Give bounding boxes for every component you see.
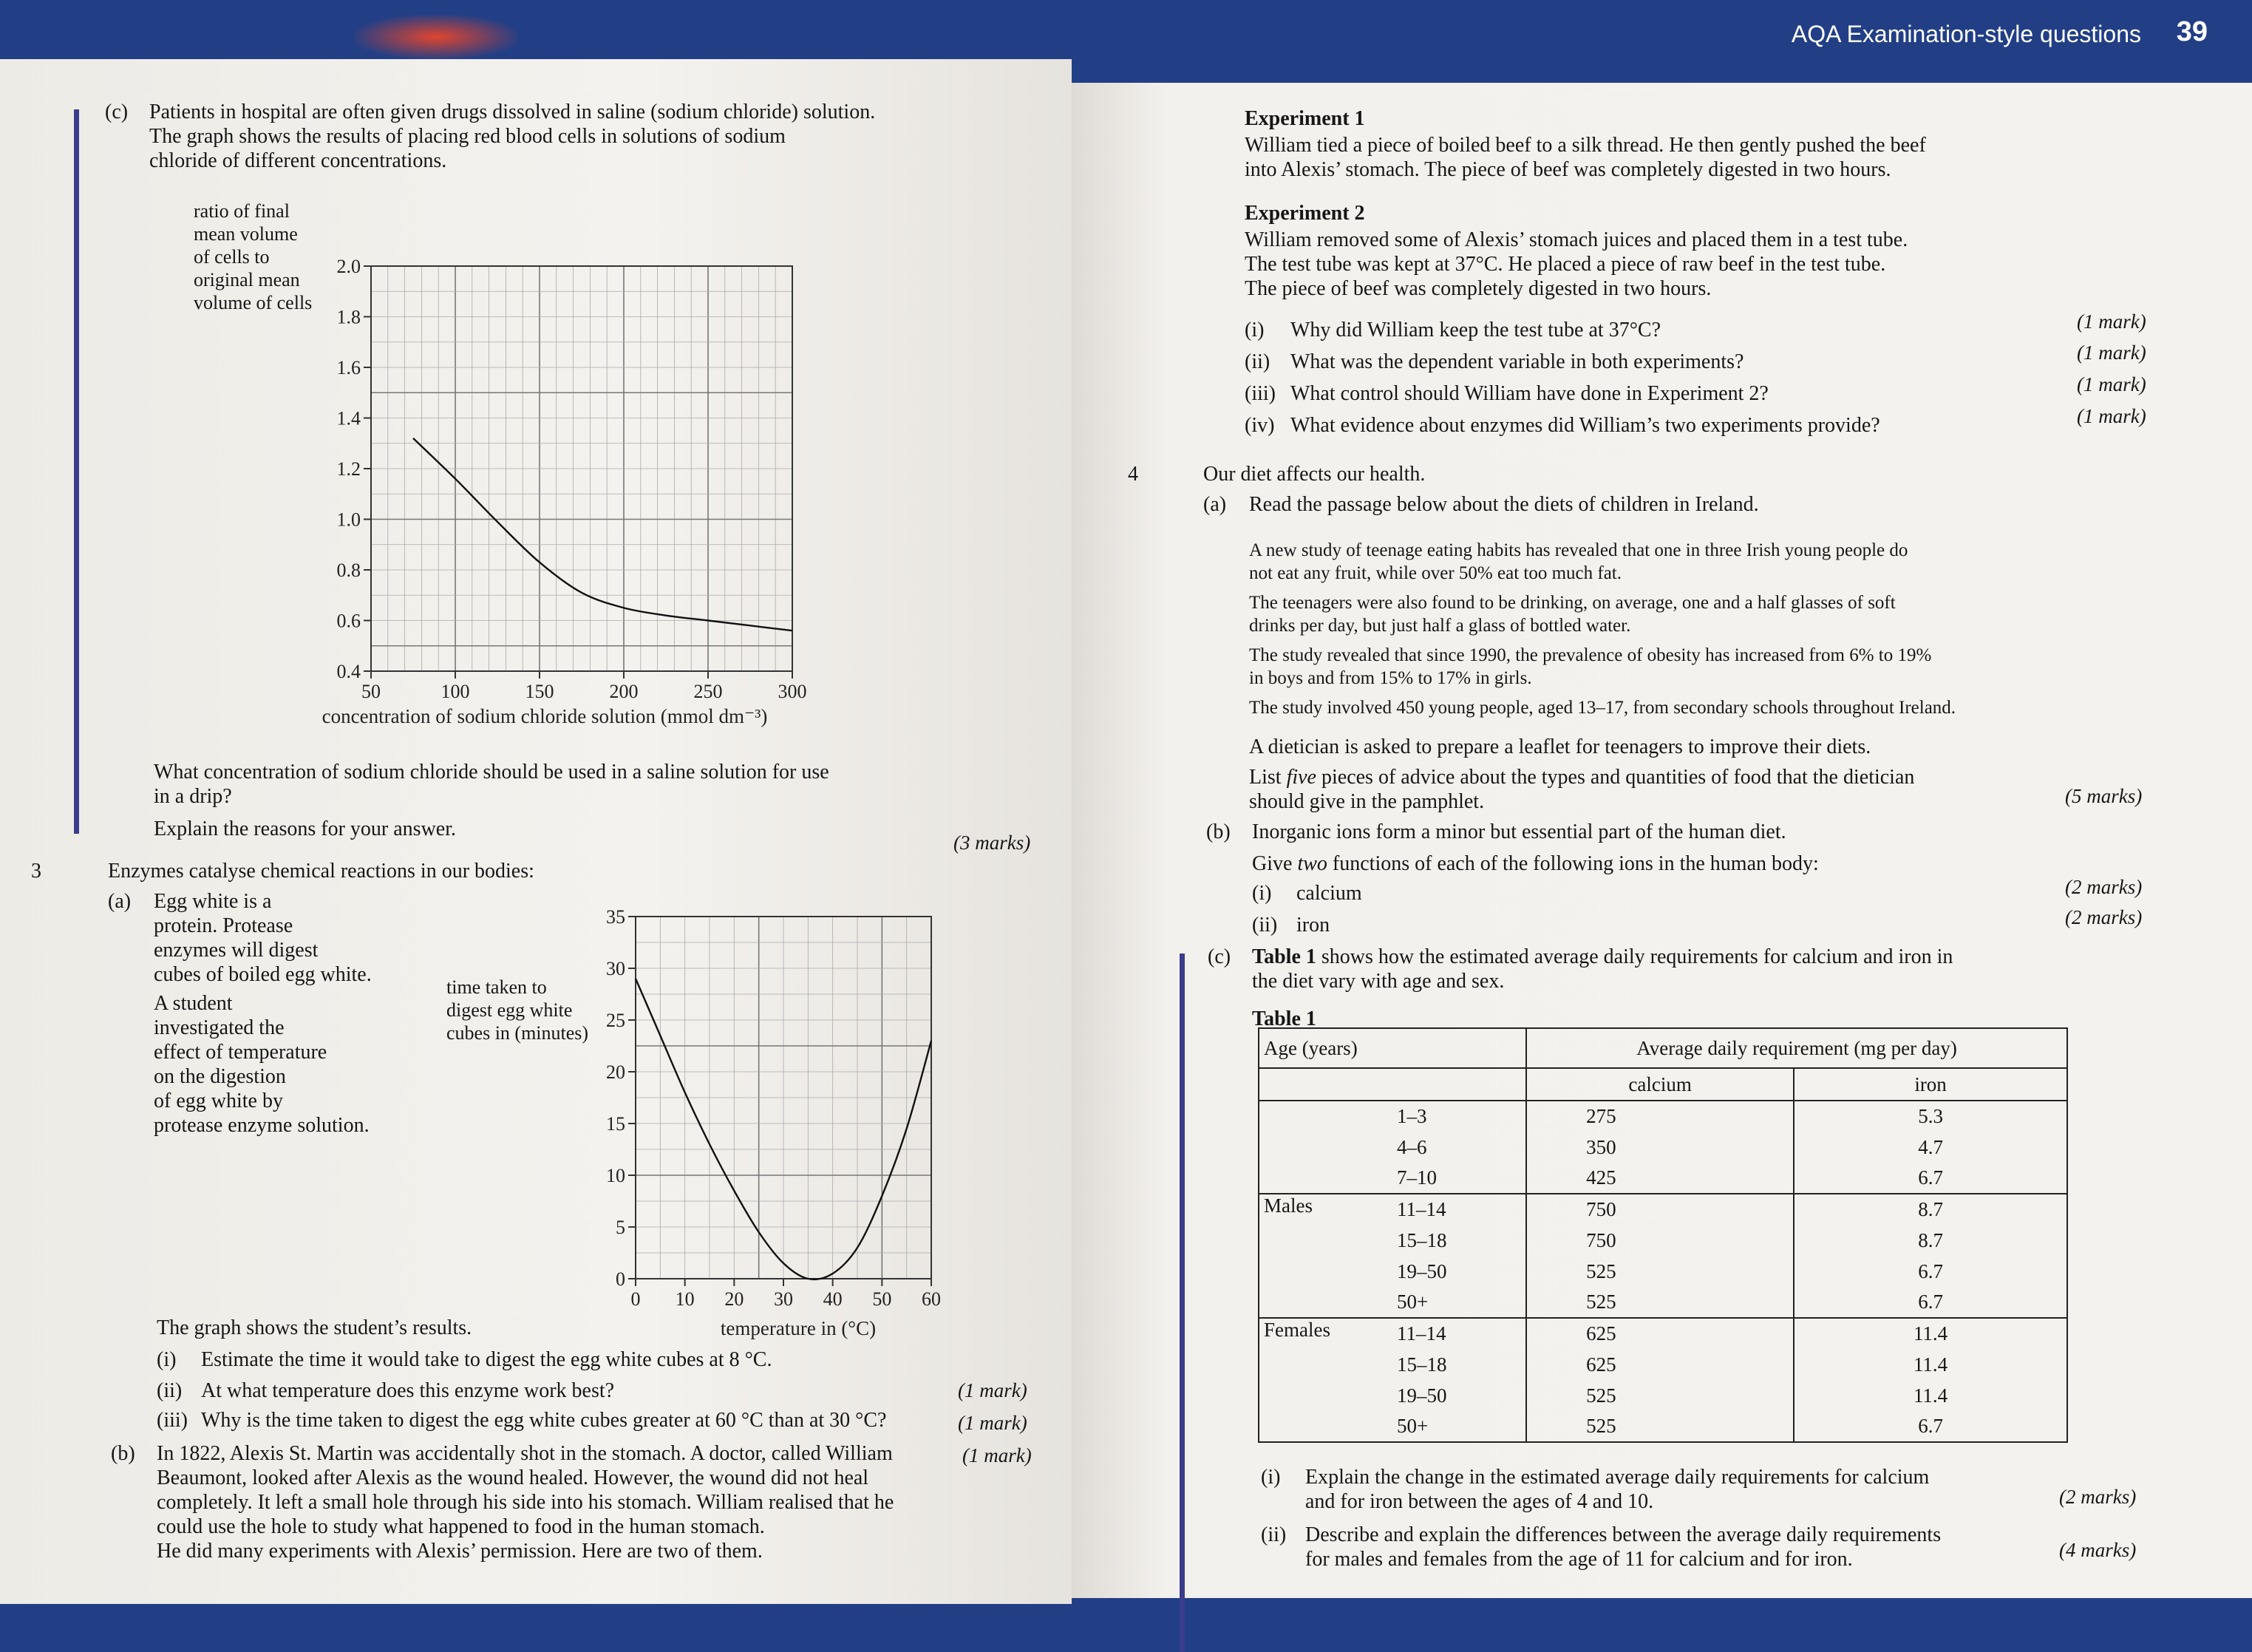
y-tick-label: 15 (606, 1113, 625, 1135)
x-axis-label: concentration of sodium chloride solution (mmol dm⁻³) (322, 705, 768, 727)
chart-2 (591, 843, 1005, 1345)
q3b-text (157, 1441, 894, 1563)
q4a-list-pre: List (1249, 766, 1287, 789)
x-tick-label: 50 (361, 681, 381, 702)
x-tick-label: 40 (823, 1288, 843, 1310)
q4b-ii-text: iron (1296, 913, 1330, 937)
experiment-2-line-2: The test tube was kept at 37°C. He placed a piece of raw beef in the test tube. (1245, 252, 1885, 276)
q4b-give-line (1252, 852, 1819, 876)
y-tick-label: 5 (616, 1217, 625, 1238)
exp-q-i-text: Why did William keep the test tube at 37°C? (1290, 318, 1661, 342)
group-label: Males (1264, 1194, 1313, 1217)
q4b-ii-marks: (2 marks) (2065, 906, 2142, 929)
header-title: AQA Examination-style questions (1792, 21, 2141, 48)
exp-q-iii-label: (iii) (1245, 381, 1276, 406)
exp-q-ii-marks: (1 mark) (2077, 341, 2146, 364)
age-cell (1392, 1194, 1526, 1225)
y-tick-label: 1.2 (337, 458, 361, 480)
margin-bar (1180, 954, 1185, 1652)
iron-cell (1794, 1349, 2067, 1380)
y-tick-label: 25 (606, 1010, 625, 1031)
age-header: Age (years) (1264, 1037, 1358, 1059)
experiment-1-title: Experiment 1 (1245, 106, 1365, 131)
age-cell (1392, 1318, 1526, 1349)
q4c-i-label: (i) (1261, 1465, 1280, 1489)
q2c-line-2: The graph shows the results of placing red blood cells in solutions of sodium (149, 124, 786, 149)
q3-sub-i-marks: (1 mark) (958, 1379, 1027, 1402)
group-label-cell (1259, 1132, 1392, 1163)
exp-q-iv-marks: (1 mark) (2077, 405, 2146, 428)
q3-sub-ii-label: (ii) (157, 1379, 182, 1403)
exp-q-i-label: (i) (1245, 318, 1264, 342)
experiment-1-line-1: William tied a piece of boiled beef to a silk thread. He then gently pushed the beef (1245, 133, 1926, 157)
calcium-cell (1526, 1256, 1794, 1287)
group-label-cell (1259, 1163, 1392, 1194)
q4c-table-ref: Table 1 (1252, 945, 1316, 968)
age-cell (1392, 1225, 1526, 1256)
y-tick-label: 1.4 (337, 408, 361, 429)
q3b-label: (b) (111, 1441, 135, 1466)
age-value: 50+ (1397, 1415, 1428, 1437)
q4a-list-line-2: should give in the pamphlet. (1249, 789, 1484, 814)
q2c-line-3: chloride of different concentrations. (149, 149, 446, 173)
q4a-list-post: pieces of advice about the types and quantities of food that the dietician (1316, 766, 1914, 789)
q3-intro: Enzymes catalyse chemical reactions in our bodies: (108, 859, 534, 883)
passage-line: The study revealed that since 1990, the prevalence of obesity has increased from 6% to 19% (1249, 644, 1931, 667)
age-value: 15–18 (1397, 1353, 1447, 1376)
experiment-2-line-1: William removed some of Alexis’ stomach juices and placed them in a test tube. (1245, 228, 1908, 252)
calcium-value: 525 (1586, 1291, 1616, 1313)
q4b-ii-label: (ii) (1252, 913, 1277, 937)
calcium-header-cell (1526, 1068, 1794, 1101)
q3a-label: (a) (108, 889, 131, 914)
iron-value: 6.7 (1918, 1260, 1943, 1282)
x-tick-label: 20 (724, 1288, 744, 1310)
header-decoration (355, 15, 517, 59)
q3-sub-iii-marks: (1 mark) (962, 1444, 1032, 1467)
calcium-cell (1526, 1287, 1794, 1318)
y-tick-label: 0.4 (337, 661, 361, 682)
chart-2-ylabel (446, 976, 588, 1044)
passage-line: The teenagers were also found to be drinking, on average, one and a half glasses of soft (1249, 591, 1896, 614)
x-tick-label: 60 (922, 1288, 941, 1310)
q4c-ii-label: (ii) (1261, 1523, 1286, 1547)
exp-q-iii-text: What control should William have done in Experiment 2? (1290, 381, 1769, 406)
requirements-table (1258, 1027, 2068, 1443)
q4c-ii-marks: (4 marks) (2059, 1539, 2136, 1562)
passage-line: in boys and from 15% to 17% in girls. (1249, 667, 1532, 690)
calcium-value: 750 (1586, 1229, 1616, 1251)
q2c-question-2: in a drip? (154, 784, 232, 809)
q4b-i-label: (i) (1252, 881, 1271, 905)
x-tick-label: 150 (525, 681, 554, 702)
iron-value: 6.7 (1918, 1291, 1943, 1313)
y-tick-label: 30 (606, 958, 625, 979)
calcium-value: 425 (1586, 1166, 1616, 1189)
calcium-cell (1526, 1194, 1794, 1225)
chart-2-ylabel-line: digest egg white (446, 999, 588, 1022)
age-header-cell (1259, 1028, 1526, 1068)
x-axis-label: temperature in (°C) (721, 1317, 876, 1339)
group-label-cell (1259, 1287, 1392, 1318)
iron-value: 8.7 (1918, 1229, 1943, 1251)
q4b-give-em: two (1297, 852, 1327, 875)
q3a-line: A student (154, 991, 372, 1016)
q3-number: 3 (31, 859, 41, 883)
exp-q-iv-text: What evidence about enzymes did William’s two experiments provide? (1290, 413, 1880, 438)
q3-sub-ii-marks: (1 mark) (958, 1412, 1027, 1435)
q3-graph-caption: The graph shows the student’s results. (157, 1316, 472, 1340)
y-tick-label: 1.8 (337, 307, 361, 328)
calcium-value: 350 (1586, 1136, 1616, 1158)
age-value: 15–18 (1397, 1229, 1447, 1251)
chart-1-ylabel-line: ratio of final (194, 200, 312, 222)
age-cell (1392, 1101, 1526, 1132)
exp-q-i-marks: (1 mark) (2077, 310, 2146, 333)
calcium-cell (1526, 1101, 1794, 1132)
chart-1-ylabel-line: mean volume (194, 222, 312, 245)
y-tick-label: 35 (606, 906, 625, 928)
q4b-i-marks: (2 marks) (2065, 876, 2142, 899)
iron-header: iron (1914, 1073, 1947, 1095)
q4c-line-1 (1252, 945, 1953, 969)
q2c-explain: Explain the reasons for your answer. (154, 817, 456, 841)
group-label-cell (1259, 1194, 1392, 1225)
q4b-text: Inorganic ions form a minor but essential part of the human diet. (1252, 820, 1786, 844)
x-tick-label: 100 (441, 681, 470, 702)
exp-q-iv-label: (iv) (1245, 413, 1274, 438)
q3a-line: enzymes will digest (154, 938, 372, 962)
age-cell (1392, 1411, 1526, 1442)
q4-number: 4 (1128, 462, 1138, 486)
x-tick-label: 200 (610, 681, 639, 702)
q3-sub-iii-label: (iii) (157, 1408, 188, 1432)
q3a-line: Egg white is a (154, 889, 372, 914)
calcium-cell (1526, 1132, 1794, 1163)
group-label-cell (1259, 1101, 1392, 1132)
q4a-dietician: A dietician is asked to prepare a leaflet for teenagers to improve their diets. (1249, 735, 1871, 759)
left-page (0, 59, 1072, 1604)
calcium-cell (1526, 1349, 1794, 1380)
q3b-line: Beaumont, looked after Alexis as the wound healed. However, the wound did not heal (157, 1466, 894, 1490)
q3a-text (154, 889, 372, 1138)
q3-sub-iii-text: Why is the time taken to digest the egg white cubes greater at 60 °C than at 30 °C? (201, 1408, 886, 1432)
age-value: 19–50 (1397, 1260, 1447, 1282)
x-tick-label: 0 (631, 1288, 641, 1310)
q4c-ii-line-2: for males and females from the age of 11 for calcium and for iron. (1305, 1547, 1853, 1571)
x-tick-label: 250 (694, 681, 723, 702)
q4-intro: Our diet affects our health. (1203, 462, 1425, 486)
iron-value: 6.7 (1918, 1415, 1943, 1437)
q4a-text: Read the passage below about the diets of children in Ireland. (1249, 492, 1759, 517)
q3-sub-i-text: Estimate the time it would take to digest the egg white cubes at 8 °C. (201, 1347, 772, 1372)
q3b-line: In 1822, Alexis St. Martin was accidentally shot in the stomach. A doctor, called William (157, 1441, 894, 1466)
q3a-line: protease enzyme solution. (154, 1113, 372, 1138)
exp-q-ii-label: (ii) (1245, 350, 1270, 374)
x-tick-label: 30 (774, 1288, 793, 1310)
calcium-cell (1526, 1411, 1794, 1442)
group-label-cell (1259, 1380, 1392, 1411)
q4c-label: (c) (1208, 945, 1231, 969)
chart-1 (318, 192, 894, 754)
x-tick-label: 300 (778, 681, 807, 702)
calcium-header: calcium (1628, 1073, 1691, 1095)
calcium-cell (1526, 1225, 1794, 1256)
calcium-value: 625 (1586, 1322, 1616, 1345)
group-label-cell (1259, 1256, 1392, 1287)
iron-value: 8.7 (1918, 1198, 1943, 1220)
iron-value: 11.4 (1913, 1384, 1947, 1407)
age-value: 1–3 (1397, 1105, 1427, 1127)
iron-cell (1794, 1256, 2067, 1287)
age-value: 11–14 (1397, 1198, 1446, 1220)
q3a-line: of egg white by (154, 1089, 372, 1113)
calcium-cell (1526, 1380, 1794, 1411)
experiment-2-title: Experiment 2 (1245, 201, 1365, 225)
iron-cell (1794, 1225, 2067, 1256)
iron-header-cell (1794, 1068, 2067, 1101)
experiment-2-line-3: The piece of beef was completely digested in two hours. (1245, 276, 1711, 301)
q4b-give-pre: Give (1252, 852, 1297, 875)
calcium-value: 275 (1586, 1105, 1616, 1127)
q4c-i-marks: (2 marks) (2059, 1486, 2136, 1509)
q3b-line: could use the hole to study what happened to food in the human stomach. (157, 1515, 894, 1539)
exp-q-ii-text: What was the dependent variable in both experiments? (1290, 350, 1744, 374)
q4b-i-text: calcium (1296, 881, 1362, 905)
calcium-value: 625 (1586, 1353, 1616, 1376)
age-cell (1392, 1380, 1526, 1411)
passage-line: drinks per day, but just half a glass of bottled water. (1249, 614, 1630, 637)
y-tick-label: 10 (606, 1165, 625, 1186)
page-number: 39 (2177, 16, 2208, 48)
iron-cell (1794, 1194, 2067, 1225)
calcium-value: 525 (1586, 1384, 1616, 1407)
q3b-line: He did many experiments with Alexis’ permission. Here are two of them. (157, 1539, 894, 1563)
iron-value: 11.4 (1913, 1322, 1947, 1345)
passage-line: not eat any fruit, while over 50% eat too much fat. (1249, 562, 1622, 585)
chart-1-ylabel-line: volume of cells (194, 291, 312, 314)
group-label-cell (1259, 1349, 1392, 1380)
age-value: 50+ (1397, 1291, 1428, 1313)
x-tick-label: 10 (676, 1288, 695, 1310)
q4b-give-post: functions of each of the following ions in the human body: (1327, 852, 1819, 875)
y-tick-label: 20 (606, 1061, 625, 1083)
q3a-line: on the digestion (154, 1064, 372, 1089)
iron-value: 6.7 (1918, 1166, 1943, 1189)
right-page (1072, 83, 2252, 1598)
chart-1-ylabel-line: of cells to (194, 245, 312, 268)
chart-1-ylabel-line: original mean (194, 268, 312, 291)
age-value: 19–50 (1397, 1384, 1447, 1407)
q4a-marks: (5 marks) (2065, 785, 2142, 808)
exp-q-iii-marks: (1 mark) (2077, 373, 2146, 396)
age-value: 4–6 (1397, 1136, 1427, 1158)
y-tick-label: 0 (616, 1268, 625, 1290)
iron-cell (1794, 1101, 2067, 1132)
q3a-line: investigated the (154, 1016, 372, 1040)
iron-cell (1794, 1163, 2067, 1194)
group-label-cell (1259, 1318, 1392, 1349)
iron-cell (1794, 1411, 2067, 1442)
q3a-line: cubes of boiled egg white. (154, 962, 372, 987)
age-cell (1392, 1349, 1526, 1380)
x-tick-label: 50 (872, 1288, 891, 1310)
q2c-line-1: Patients in hospital are often given drugs dissolved in saline (sodium chloride) solution. (149, 100, 875, 124)
table-caption: Table 1 (1252, 1007, 1316, 1031)
q4a-list-line (1249, 765, 1914, 789)
iron-cell (1794, 1132, 2067, 1163)
passage-line: A new study of teenage eating habits has revealed that one in three Irish young people do (1249, 539, 1908, 562)
iron-value: 4.7 (1918, 1136, 1943, 1158)
y-tick-label: 0.6 (337, 611, 361, 632)
group-label: Females (1264, 1319, 1330, 1341)
q3-sub-i-label: (i) (157, 1347, 176, 1372)
y-tick-label: 0.8 (337, 560, 361, 581)
q3b-line: completely. It left a small hole through his side into his stomach. William realised that he (157, 1490, 894, 1515)
iron-cell (1794, 1318, 2067, 1349)
age-cell (1392, 1132, 1526, 1163)
passage-line: The study involved 450 young people, aged 13–17, from secondary schools throughout Ireland. (1249, 696, 1956, 719)
q4c-i-line-1: Explain the change in the estimated average daily requirements for calcium (1305, 1465, 1929, 1489)
series-line (413, 438, 792, 630)
iron-cell (1794, 1287, 2067, 1318)
q2c-marks: (3 marks) (953, 832, 1030, 854)
calcium-cell (1526, 1163, 1794, 1194)
age-cell (1392, 1256, 1526, 1287)
age-cell (1392, 1287, 1526, 1318)
blank-cell (1259, 1068, 1526, 1101)
calcium-value: 525 (1586, 1260, 1616, 1282)
age-value: 11–14 (1397, 1322, 1446, 1345)
q4c-text: shows how the estimated average daily requirements for calcium and iron in (1316, 945, 1953, 968)
y-tick-label: 1.6 (337, 357, 361, 378)
age-cell (1392, 1163, 1526, 1194)
chart-2-ylabel-line: time taken to (446, 976, 588, 999)
q4b-label: (b) (1206, 820, 1231, 844)
q3a-line: protein. Protease (154, 914, 372, 938)
q2c-label: (c) (105, 100, 128, 124)
q4c-line-2: the diet vary with age and sex. (1252, 969, 1504, 993)
req-header-cell (1526, 1028, 2067, 1068)
age-value: 7–10 (1397, 1166, 1437, 1189)
chart-2-ylabel-line: cubes in (minutes) (446, 1022, 588, 1044)
q2c-question-1: What concentration of sodium chloride should be used in a saline solution for use (154, 760, 829, 784)
q3-sub-ii-text: At what temperature does this enzyme work best? (201, 1379, 614, 1403)
iron-value: 5.3 (1918, 1105, 1943, 1127)
iron-value: 11.4 (1913, 1353, 1947, 1376)
q3a-line: effect of temperature (154, 1040, 372, 1064)
iron-cell (1794, 1380, 2067, 1411)
q4c-ii-line-1: Describe and explain the differences between the average daily requirements (1305, 1523, 1941, 1547)
q4a-list-em: five (1287, 766, 1316, 789)
y-tick-label: 1.0 (337, 509, 361, 531)
q4c-i-line-2: and for iron between the ages of 4 and 10. (1305, 1489, 1653, 1514)
group-label-cell (1259, 1225, 1392, 1256)
group-label-cell (1259, 1411, 1392, 1442)
q4a-label: (a) (1203, 492, 1226, 517)
chart-1-ylabel (194, 200, 312, 314)
req-header: Average daily requirement (mg per day) (1636, 1037, 1957, 1059)
experiment-1-line-2: into Alexis’ stomach. The piece of beef was completely digested in two hours. (1245, 157, 1891, 182)
calcium-cell (1526, 1318, 1794, 1349)
margin-bar (74, 109, 79, 834)
calcium-value: 525 (1586, 1415, 1616, 1437)
y-tick-label: 2.0 (337, 256, 361, 277)
calcium-value: 750 (1586, 1198, 1616, 1220)
